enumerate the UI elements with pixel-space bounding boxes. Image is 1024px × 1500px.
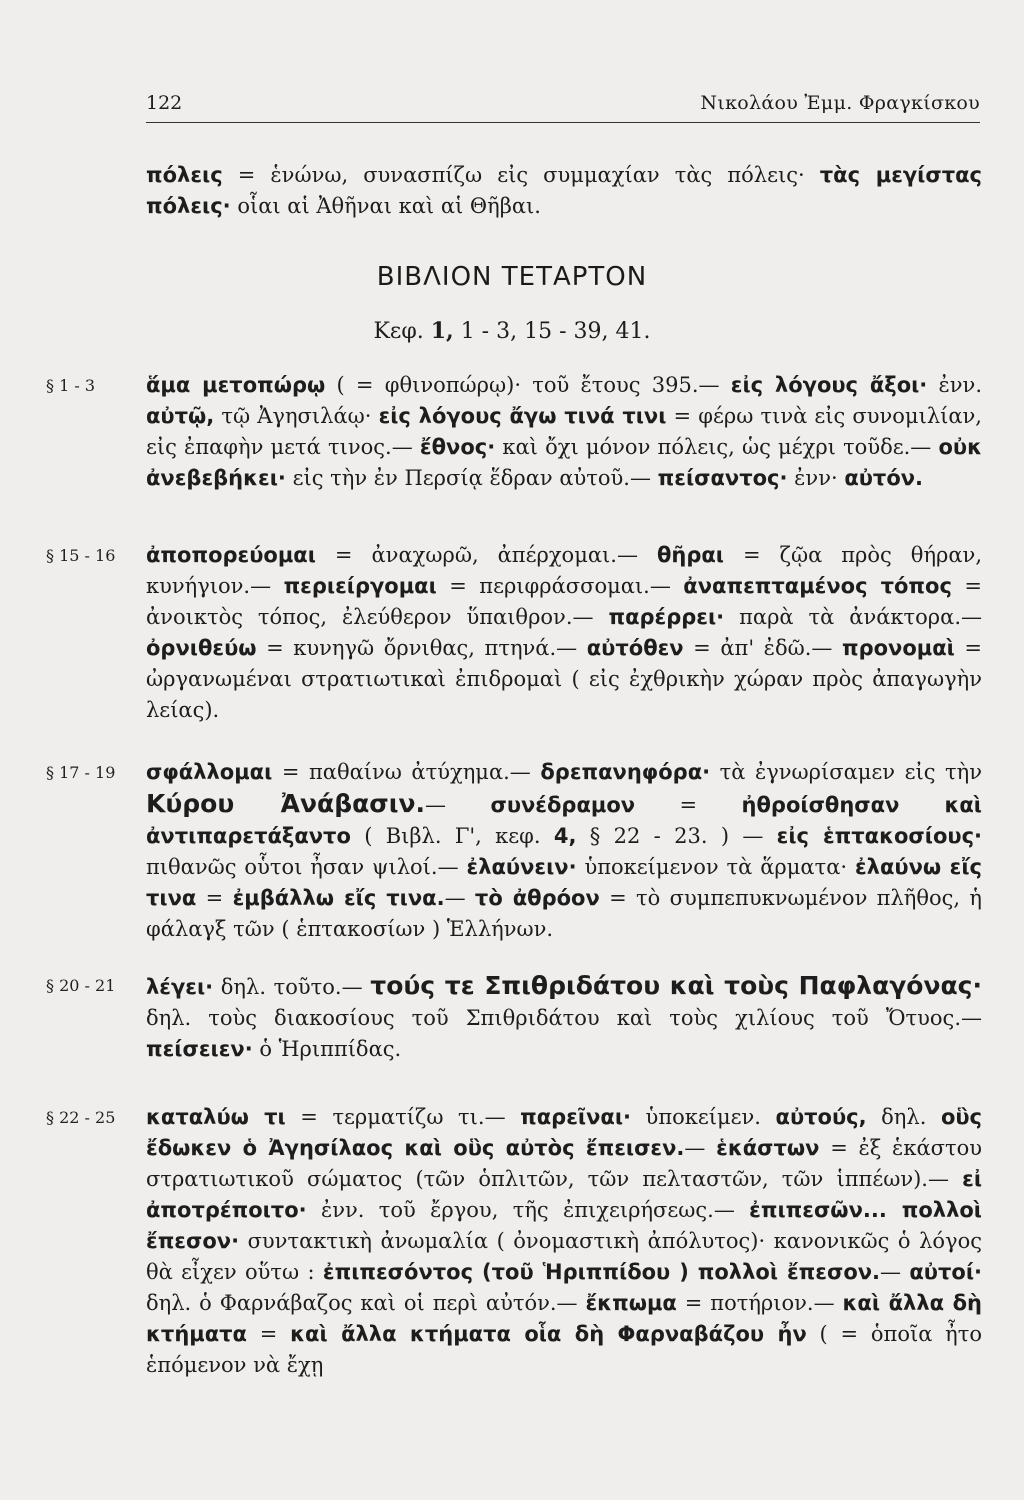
running-title: Νικολάου Ἐμμ. Φραγκίσκου bbox=[700, 92, 980, 114]
chapter-reference bbox=[0, 318, 1024, 344]
lemma-term: παρέρρει· bbox=[608, 605, 725, 629]
gloss-text: εἰς τὴν ἐν Περσίᾳ ἕδραν αὐτοῦ.— bbox=[285, 466, 658, 490]
gloss-text: = φέρω τινὰ εἰς συνομιλίαν, εἰς ἐπαφὴν μετά τινος.— bbox=[146, 404, 982, 459]
lemma-term: σφάλλομαι bbox=[146, 760, 273, 784]
section-20-21 bbox=[46, 970, 983, 1065]
section-22-25 bbox=[46, 1102, 983, 1381]
gloss-text: = τερματίζω τι.— bbox=[285, 1105, 521, 1129]
lemma-term: καὶ ἄλλα κτήματα οἷα δὴ Φαρναβάζου ἦν bbox=[290, 1322, 807, 1346]
lemma-term: καὶ ἄλλα δὴ κτήματα bbox=[146, 1291, 982, 1346]
lemma-term: ἐπιπεσόντος (τοῦ Ἡριππίδου ) πολλοὶ ἔπεσον. bbox=[322, 1260, 881, 1284]
gloss-text: — bbox=[684, 1136, 717, 1160]
lemma-term: ἐμβάλλω εἴς τινα. bbox=[232, 886, 445, 910]
lemma-term: προνομαὶ bbox=[841, 636, 955, 660]
lemma-term: δρεπανηφόρα· bbox=[540, 760, 711, 784]
lemma-term: εἰ ἀποτρέποιτο· bbox=[146, 1167, 982, 1222]
gloss-text: ( = ὁποῖα ἦτο ἑπόμενον νὰ ἔχῃ bbox=[146, 1322, 982, 1377]
lemma-term: ἑκάστων bbox=[716, 1136, 820, 1160]
gloss-text: δηλ. τοὺς διακοσίους τοῦ Σπιθριδάτου καὶ τοὺς χιλίους τοῦ Ὄτυος.— bbox=[146, 1006, 982, 1030]
gloss-text: δηλ. bbox=[866, 1105, 941, 1129]
gloss-text: = ἀνοικτὸς τόπος, ἐλεύθερον ὕπαιθρον.— bbox=[146, 574, 982, 629]
section-1-3 bbox=[46, 370, 983, 494]
gloss-text: = ποτήριον.— bbox=[676, 1291, 843, 1315]
lemma-term: εἰς λόγους ἄξοι· bbox=[730, 373, 928, 397]
gloss-text: — bbox=[444, 886, 475, 910]
lemma-term: 4, bbox=[553, 824, 577, 848]
lemma-term: παρεῖναι· bbox=[520, 1105, 631, 1129]
section-marker: § 22 - 25 bbox=[46, 1108, 116, 1127]
gloss-text: = ἀπ' ἐδῶ.— bbox=[683, 636, 842, 660]
lemma-term: εἰς λόγους ἄγω τινά τινι bbox=[378, 404, 667, 428]
gloss-text: δηλ. τοῦτο.— bbox=[213, 975, 371, 999]
gloss-text: = ὠργανωμέναι στρατιωτικαὶ ἐπιδρομαὶ ( εἰς ἐχθρικὴν χώραν πρὸς ἀπαγωγὴν λείας). bbox=[146, 636, 983, 722]
lemma-term-large: τούς τε Σπιθριδάτου καὶ τοὺς Παφλαγόνας· bbox=[370, 971, 983, 1000]
section-marker: § 17 - 19 bbox=[46, 763, 116, 782]
gloss-text: = bbox=[246, 1322, 291, 1346]
lemma-term: ἅμα μετοπώρῳ bbox=[146, 373, 326, 397]
lemma-term: ἐλαύνειν· bbox=[466, 855, 577, 879]
lemma-term: ἀναπεπταμένος τόπος bbox=[683, 574, 952, 598]
lemma-term: καταλύω τι bbox=[146, 1105, 286, 1129]
lemma-term-large: Κύρου Ἀνάβασιν. bbox=[146, 789, 426, 818]
section-marker: § 15 - 16 bbox=[46, 546, 116, 565]
lemma-term: λέγει· bbox=[146, 975, 214, 999]
gloss-text: τῷ Ἀγησιλάῳ· bbox=[214, 404, 379, 428]
gloss-text: παρὰ τὰ ἀνάκτορα.— bbox=[724, 605, 982, 629]
gloss-text: — bbox=[880, 1260, 910, 1284]
gloss-text: πιθανῶς οὗτοι ἦσαν ψιλοί.— bbox=[146, 855, 467, 879]
lemma-term: ἀποπορεύομαι bbox=[146, 543, 316, 567]
lemma-term: αὐτόν. bbox=[844, 466, 924, 490]
gloss-text: καὶ ὄχι μόνον πόλεις, ὡς μέχρι τοῦδε.— bbox=[495, 435, 939, 459]
chapter-range: 1 - 3, 15 - 39, 41. bbox=[453, 319, 651, 344]
gloss-text: ( = φθινοπώρῳ)· τοῦ ἔτους 395.— bbox=[325, 373, 731, 397]
lemma-term: ἔκπωμα bbox=[585, 1291, 677, 1315]
gloss-text: = ζῷα πρὸς θήραν, κυνήγιον.— bbox=[146, 543, 982, 598]
lemma-term: ἐπιπεσῶν... πολλοὶ ἔπεσον· bbox=[146, 1198, 982, 1253]
page-number: 122 bbox=[146, 92, 183, 114]
lemma-term: θῆραι bbox=[656, 543, 724, 567]
gloss-text: ὑποκείμενον τὰ ἅρματα· bbox=[576, 855, 855, 879]
page-header bbox=[146, 92, 980, 123]
gloss-text: = bbox=[635, 793, 742, 817]
gloss-text: ὑποκείμεν. bbox=[630, 1105, 776, 1129]
gloss-text: § 22 - 23. ) — bbox=[576, 824, 777, 848]
lemma-term: οὓς ἔδωκεν ὁ Ἀγησίλαος καὶ οὓς αὐτὸς ἔπεισεν. bbox=[146, 1105, 983, 1160]
gloss-text: τὰ ἐγνωρίσαμεν εἰς τὴν bbox=[710, 760, 982, 784]
section-text bbox=[146, 1102, 982, 1381]
lemma-term: πείσαντος· bbox=[657, 466, 788, 490]
lemma-term: συνέδραμον bbox=[490, 793, 636, 817]
section-15-16 bbox=[46, 540, 983, 726]
section-text bbox=[146, 970, 982, 1065]
section-marker: § 1 - 3 bbox=[46, 376, 96, 395]
gloss-text: = ἐξ ἑκάστου στρατιωτικοῦ σώματος (τῶν ὁπλιτῶν, τῶν πελταστῶν, τῶν ἱππέων).— bbox=[146, 1136, 982, 1191]
section-text bbox=[146, 540, 982, 726]
gloss-text: = περιφράσσομαι.— bbox=[436, 574, 684, 598]
gloss-text: δηλ. ὁ Φαρνάβαζος καὶ οἱ περὶ αὐτόν.— bbox=[146, 1291, 586, 1315]
gloss-text: ἐνν· bbox=[787, 466, 845, 490]
gloss-text: = κυνηγῶ ὄρνιθας, πτηνά.— bbox=[256, 636, 587, 660]
lemma-term: πείσειεν· bbox=[146, 1037, 253, 1061]
gloss-text: = τὸ συμπεπυκνωμένον πλῆθος, ἡ φάλαγξ τῶν ( ἑπτακοσίων ) Ἑλλήνων. bbox=[146, 886, 982, 941]
gloss-text: ὁ Ἡριππίδας. bbox=[252, 1037, 402, 1061]
lemma-term: ἔθνος· bbox=[419, 435, 496, 459]
lemma-term: ἐλαύνω εἴς τινα bbox=[146, 855, 982, 910]
section-text bbox=[146, 370, 982, 494]
chapter-number: 1, bbox=[430, 318, 454, 344]
lemma-term: οὐκ ἀνεβεβήκει· bbox=[146, 435, 983, 490]
gloss-text: ἐνν. bbox=[927, 373, 982, 397]
lemma-term: εἰς ἑπτακοσίους· bbox=[776, 824, 983, 848]
lemma-term: περιείργομαι bbox=[283, 574, 437, 598]
gloss-text: συντακτικὴ ἀνωμαλία ( ὀνομαστικὴ ἀπόλυτος)· κανονικῶς ὁ λόγος θὰ εἶχεν οὕτω : bbox=[146, 1229, 982, 1284]
book-title: ΒΙΒΛΙΟΝ ΤΕΤΑΡΤΟΝ bbox=[376, 262, 648, 292]
gloss-text: — bbox=[425, 793, 491, 817]
lemma-term: αὐτοί· bbox=[909, 1260, 982, 1284]
lemma-term: ἠθροίσθησαν καὶ ἀντιπαρετάξαντο bbox=[146, 793, 982, 848]
lemma-term: ὀρνιθεύω bbox=[146, 636, 257, 660]
intro-term: πόλεις bbox=[146, 163, 223, 187]
chapter-prefix: Κεφ. bbox=[373, 319, 431, 344]
gloss-text: = ἀναχωρῶ, ἀπέρχομαι.— bbox=[315, 543, 657, 567]
lemma-term: αὐτούς, bbox=[775, 1105, 867, 1129]
intro-term-2: τὰς μεγίστας πόλεις· bbox=[146, 163, 983, 218]
gloss-text: ( Βιβλ. Γ', κεφ. bbox=[350, 824, 554, 848]
intro-paragraph bbox=[146, 160, 982, 222]
lemma-term: αὐτόθεν bbox=[586, 636, 684, 660]
gloss-text: = bbox=[196, 886, 233, 910]
gloss-text: = παθαίνω ἀτύχημα.— bbox=[272, 760, 541, 784]
intro-text: = ἑνώνω, συνασπίζω εἰς συμμαχίαν τὰς πόλεις· bbox=[222, 163, 820, 187]
section-marker: § 20 - 21 bbox=[46, 976, 116, 995]
gloss-text: ἐνν. τοῦ ἔργου, τῆς ἐπιχειρήσεως.— bbox=[306, 1198, 750, 1222]
lemma-term: τὸ ἀθρόον bbox=[474, 886, 600, 910]
lemma-term: αὐτῷ, bbox=[146, 404, 215, 428]
intro-text-2: οἷαι αἱ Ἀθῆναι καὶ αἱ Θῆβαι. bbox=[230, 194, 541, 218]
section-text bbox=[146, 757, 982, 945]
section-17-19 bbox=[46, 757, 983, 945]
